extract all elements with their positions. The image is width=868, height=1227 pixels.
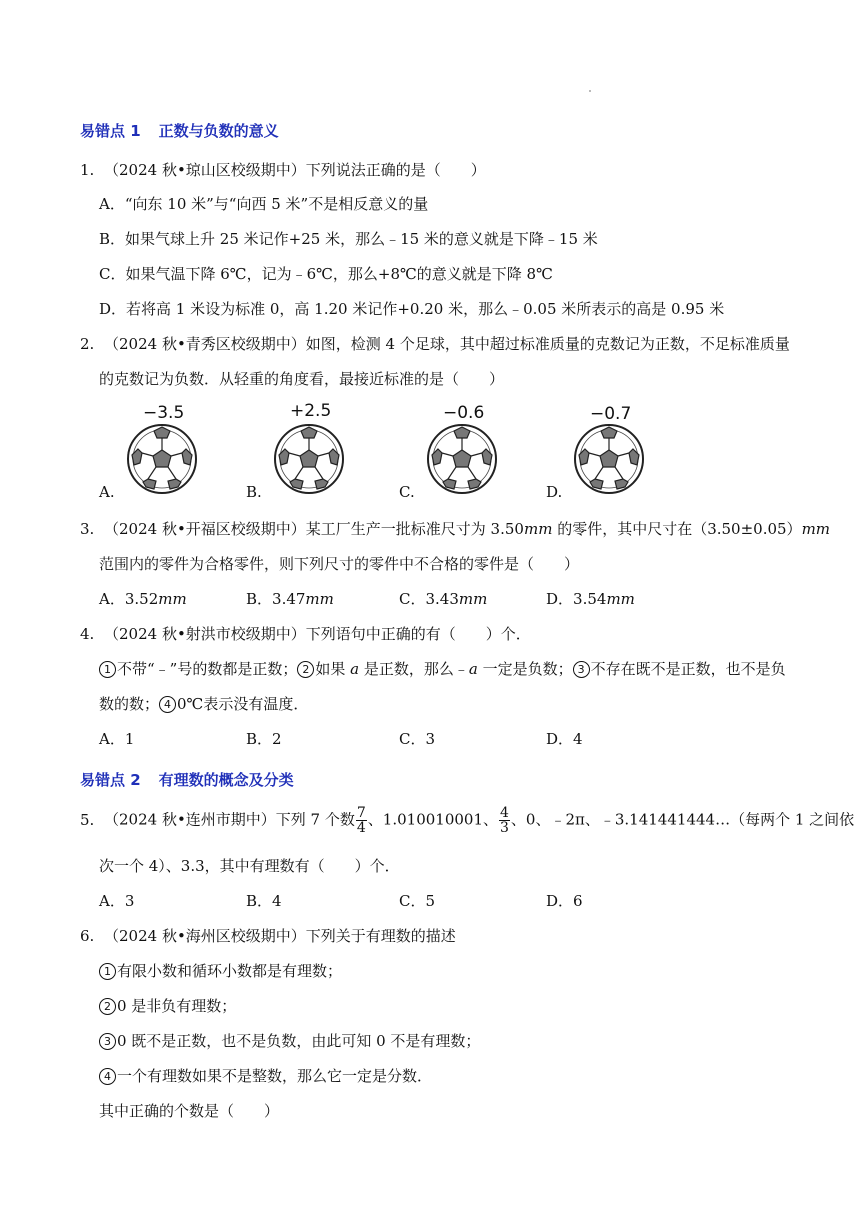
question-text: 、0、﹣2π、﹣3.141441444…（每两个 1 之间依: [510, 810, 855, 829]
question-4-stem: [80, 623, 531, 644]
fraction-4-3: [499, 806, 510, 835]
statement-text: 如果: [315, 660, 351, 678]
section-heading-2: [80, 769, 294, 790]
circled-number: 1: [99, 661, 116, 678]
circled-number: 3: [573, 661, 590, 678]
question-number: 5.: [80, 810, 95, 829]
question-text: 、1.010010001、: [367, 810, 498, 829]
q3-option-a: [99, 588, 187, 609]
section-label: 易错点 1: [80, 122, 141, 140]
question-2-line2: 的克数记为负数．从轻重的角度看，最接近标准的是（ ）: [99, 370, 505, 388]
scan-dot: [589, 90, 591, 92]
option-text: D．3.54: [546, 590, 607, 608]
option-text: A．3.52: [99, 590, 159, 608]
q5-option-b: B．4: [246, 892, 282, 910]
statement-text: 0 是非负有理数；: [117, 997, 237, 1015]
unit-mm: mm: [458, 590, 488, 608]
variable-a: a: [468, 660, 478, 678]
q4-option-b: B．2: [246, 730, 282, 748]
denominator: 4: [356, 820, 366, 836]
question-text: 的零件，其中尺寸在（3.50±0.05）: [552, 520, 802, 538]
question-3-stem: [80, 518, 830, 539]
q2-option-d: D.: [546, 483, 563, 501]
statement-text: 不存在既不是正数，也不是负: [590, 660, 786, 678]
denominator: 3: [500, 820, 509, 836]
unit-mm: mm: [523, 520, 553, 538]
q5-option-d: D．6: [546, 892, 583, 910]
question-number: 3.: [80, 520, 95, 538]
q2-option-b: B.: [246, 483, 262, 501]
question-text: （2024 秋•开福区校级期中）某工厂生产一批标准尺寸为 3.50: [104, 520, 524, 538]
numerator: 7: [356, 805, 366, 821]
statement-text: 一个有理数如果不是整数，那么它一定是分数．: [117, 1067, 433, 1085]
question-text: （2024 秋•连州市期中）下列 7 个数: [104, 810, 355, 829]
ball-d-value: −0.7: [590, 404, 632, 424]
question-number: 2.: [80, 335, 95, 353]
circled-number: 2: [297, 661, 314, 678]
q3-option-b: [246, 588, 334, 609]
q4-option-d: D．4: [546, 730, 583, 748]
statement-text: 数的数；: [99, 695, 160, 713]
question-number: 1.: [80, 161, 95, 179]
q5-option-c: C．5: [399, 892, 436, 910]
q6-statement-4: [99, 1065, 432, 1086]
section-heading-1: [80, 120, 279, 141]
q6-statement-2: [99, 995, 236, 1016]
q6-statement-1: [99, 960, 342, 981]
section-title: 有理数的概念及分类: [158, 771, 294, 789]
variable-a: a: [350, 660, 360, 678]
question-6-stem: [80, 925, 456, 946]
question-2-stem: [80, 333, 790, 354]
soccer-ball-b-icon: [273, 423, 345, 495]
q6-tail: 其中正确的个数是（ ）: [99, 1102, 280, 1120]
soccer-ball-d-icon: [573, 423, 645, 495]
option-text: C．3.43: [399, 590, 459, 608]
question-text: （2024 秋•青秀区校级期中）如图，检测 4 个足球，其中超过标准质量的克数记为正数，不足标准质量: [104, 335, 790, 353]
q5-option-a: A．3: [99, 892, 135, 910]
soccer-ball-c-icon: [426, 423, 498, 495]
ball-a-value: −3.5: [143, 403, 185, 423]
q2-option-a: A.: [99, 483, 115, 501]
q1-option-c: C．如果气温下降 6℃，记为﹣6℃，那么+8℃的意义就是下降 8℃: [99, 265, 553, 283]
statement-text: 0 既不是正数，也不是负数，由此可知 0 不是有理数；: [117, 1032, 481, 1050]
option-text: B．3.47: [246, 590, 306, 608]
question-1-stem: [80, 159, 486, 180]
unit-mm: mm: [158, 590, 187, 608]
fraction-7-4: [356, 806, 367, 835]
circled-number: 4: [99, 1068, 116, 1085]
section-title: 正数与负数的意义: [158, 122, 279, 140]
question-3-line2: 范围内的零件为合格零件，则下列尺寸的零件中不合格的零件是（ ）: [99, 555, 580, 573]
statement-text: 0℃表示没有温度．: [177, 695, 309, 713]
question-text: （2024 秋•海州区校级期中）下列关于有理数的描述: [104, 927, 456, 945]
ball-c-value: −0.6: [443, 403, 485, 423]
q3-option-d: [546, 588, 635, 609]
circled-number: 3: [99, 1033, 116, 1050]
statement-text: 不带“﹣”号的数都是正数；: [117, 660, 298, 678]
unit-mm: mm: [606, 590, 635, 608]
statement-text: 有限小数和循环小数都是有理数；: [117, 962, 343, 980]
q1-option-b: B．如果气球上升 25 米记作+25 米，那么﹣15 米的意义就是下降﹣15 米: [99, 230, 598, 248]
q1-option-d: D．若将高 1 米设为标准 0，高 1.20 米记作+0.20 米，那么﹣0.05 米所表示的高是 0.95 米: [99, 300, 725, 318]
q2-option-c: C.: [399, 483, 415, 501]
statement-text: 一定是负数；: [477, 660, 573, 678]
question-number: 4.: [80, 625, 95, 643]
q1-option-a: A．“向东 10 米”与“向西 5 米”不是相反意义的量: [99, 195, 429, 213]
question-text: （2024 秋•射洪市校级期中）下列语句中正确的有（ ）个．: [104, 625, 531, 643]
question-5-stem: [80, 806, 854, 835]
q4-option-a: A．1: [99, 730, 135, 748]
circled-number: 1: [99, 963, 116, 980]
ball-b-value: +2.5: [290, 401, 332, 421]
statement-text: 是正数，那么﹣: [359, 660, 469, 678]
numerator: 4: [500, 805, 509, 821]
question-text: （2024 秋•琼山区校级期中）下列说法正确的是（ ）: [104, 161, 486, 179]
question-4-statements-line2: [99, 693, 308, 714]
question-5-line2: 次一个 4）、3.3，其中有理数有（ ）个．: [99, 857, 400, 875]
q4-option-c: C．3: [399, 730, 436, 748]
circled-number: 2: [99, 998, 116, 1015]
unit-mm: mm: [801, 520, 831, 538]
circled-number: 4: [159, 696, 176, 713]
section-label: 易错点 2: [80, 771, 141, 789]
soccer-ball-a-icon: [126, 423, 198, 495]
q6-statement-3: [99, 1030, 480, 1051]
unit-mm: mm: [305, 590, 334, 608]
question-number: 6.: [80, 927, 95, 945]
q3-option-c: [399, 588, 487, 609]
question-4-statements-line1: [99, 658, 786, 679]
